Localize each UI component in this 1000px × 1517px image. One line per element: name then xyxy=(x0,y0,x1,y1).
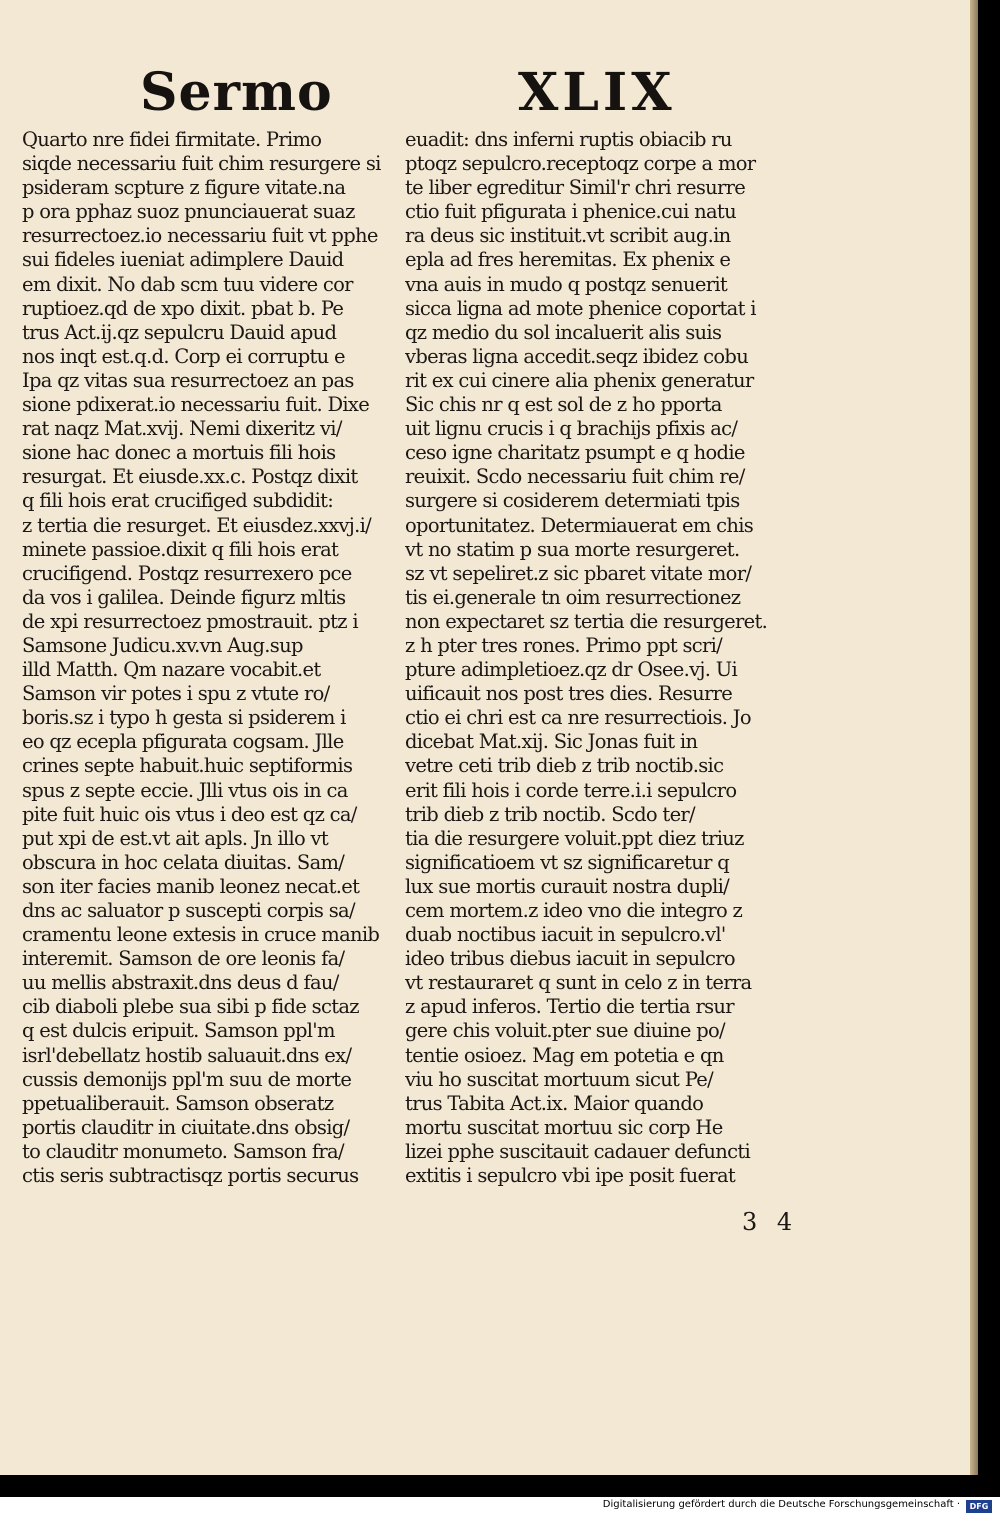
left-column-line: put xpi de est.vt ait apls. Jn illo vt xyxy=(22,826,328,850)
left-column-line: cussis demonijs ppl'm suu de morte xyxy=(22,1067,352,1091)
right-column-line: pture adimpletioez.qz dr Osee.vj. Ui xyxy=(405,658,738,682)
left-column-line: spus z septe eccie. Jlli vtus ois in ca xyxy=(22,778,348,802)
left-column-line: son iter facies manib leonez necat.et xyxy=(22,874,360,898)
left-column-line: sione pdixerat.io necessariu fuit. Dixe xyxy=(22,393,370,417)
left-column-line: Samson vir potes i spu z vtute ro/ xyxy=(22,682,330,706)
right-column-line: uificauit nos post tres dies. Resurre xyxy=(405,682,733,706)
right-column-line: sicca ligna ad mote phenice coportat i xyxy=(405,296,756,320)
right-column-line: epla ad fres heremitas. Ex phenix e xyxy=(405,248,731,272)
right-column-line: tis ei.generale tn oim resurrectionez xyxy=(405,585,741,609)
left-column-line: siqde necessariu fuit chim resurgere si xyxy=(22,152,381,176)
left-column-line: ppetualiberauit. Samson obseratz xyxy=(22,1091,334,1115)
right-column-line: sz vt sepeliret.z sic pbaret vitate mor/ xyxy=(405,561,752,585)
right-column-line: erit fili hois i corde terre.i.i sepulcro xyxy=(405,778,737,802)
left-column-line: crines septe habuit.huic septiformis xyxy=(22,754,353,778)
right-column-line: surgere si cosiderem determiati tpis xyxy=(405,489,740,513)
left-column-line: da vos i galilea. Deinde figurz mltis xyxy=(22,585,346,609)
left-column-line: resurrectoez.io necessariu fuit vt pphe xyxy=(22,224,378,248)
signature-mark: 3 4 xyxy=(742,1208,799,1236)
left-column-line: nos inqt est.q.d. Corp ei corruptu e xyxy=(22,344,345,368)
left-column-line: z tertia die resurget. Et eiusdez.xxvj.i/ xyxy=(22,513,371,537)
right-column-line: uit lignu crucis i q brachijs pfixis ac/ xyxy=(405,417,738,441)
right-column-line: euadit: dns inferni ruptis obiacib ru xyxy=(405,128,732,151)
left-column-line: Quarto nre fidei firmitate. Primo xyxy=(22,128,322,151)
left-column-line: ruptioez.qd de xpo dixit. pbat b. Pe xyxy=(22,296,344,320)
running-title: Sermo xyxy=(140,62,333,123)
text-column-left xyxy=(22,128,407,1188)
right-column-line: ptoqz sepulcro.receptoqz corpe a mor xyxy=(405,152,756,176)
right-column-line: trib dieb z trib noctib. Scdo ter/ xyxy=(405,802,695,826)
left-column-line: cib diaboli plebe sua sibi p fide sctaz xyxy=(22,995,359,1019)
right-column-line: vetre ceti trib dieb z trib noctib.sic xyxy=(405,754,724,778)
right-column-line: tia die resurgere voluit.ppt diez triuz xyxy=(405,826,744,850)
right-column-line: significatioem vt sz significaretur q xyxy=(405,850,729,874)
dfg-logo: DFG xyxy=(966,1500,992,1513)
left-column-line: obscura in hoc celata diuitas. Sam/ xyxy=(22,850,345,874)
right-column-line: ctio ei chri est ca nre resurrectiois. Jo xyxy=(405,706,751,730)
left-column-line: pite fuit huic ois vtus i deo est qz ca/ xyxy=(22,802,357,826)
footer-credit: Digitalisierung gefördert durch die Deutsche Forschungsgemeinschaft · xyxy=(602,1499,960,1510)
left-column-line: rat naqz Mat.xvij. Nemi dixeritz vi/ xyxy=(22,417,342,441)
footer-bar xyxy=(0,1497,1000,1517)
right-column-line: gere chis voluit.pter sue diuine po/ xyxy=(405,1019,725,1043)
left-column-line: psideram scpture z figure vitate.na xyxy=(22,176,346,200)
right-column-line: rit ex cui cinere alia phenix generatur xyxy=(405,368,754,392)
right-column-line: vna auis in mudo q postqz senuerit xyxy=(405,272,727,296)
left-column-line: Ipa qz vitas sua resurrectoez an pas xyxy=(22,368,354,392)
right-column-line: trus Tabita Act.ix. Maior quando xyxy=(405,1091,704,1115)
page-edge xyxy=(970,0,978,1475)
left-column-line: interemit. Samson de ore leonis fa/ xyxy=(22,947,345,971)
left-column-line: boris.sz i typo h gesta si psiderem i xyxy=(22,706,346,730)
right-column-line: dicebat Mat.xij. Sic Jonas fuit in xyxy=(405,730,698,754)
right-column-line: lux sue mortis curauit nostra dupli/ xyxy=(405,874,730,898)
right-column-line: reuixit. Scdo necessariu fuit chim re/ xyxy=(405,465,745,489)
right-column-line: ideo tribus diebus iacuit in sepulcro xyxy=(405,947,735,971)
left-column-line: to clauditr monumeto. Samson fra/ xyxy=(22,1139,344,1163)
right-column-line: lizei pphe suscitauit cadauer defuncti xyxy=(405,1139,751,1163)
right-column-line: extitis i sepulcro vbi ipe posit fuerat xyxy=(405,1164,736,1188)
right-column-line: te liber egreditur Simil'r chri resurre xyxy=(405,176,746,200)
right-column-line: ctio fuit pfigurata i phenice.cui natu xyxy=(405,200,736,224)
right-column-line: viu ho suscitat mortuum sicut Pe/ xyxy=(405,1067,713,1091)
left-column-line: illd Matth. Qm nazare vocabit.et xyxy=(22,658,321,682)
folio-number: XLIX xyxy=(518,62,676,123)
left-column-line: eo qz ecepla pfigurata cogsam. Jlle xyxy=(22,730,344,754)
right-column-line: vt no statim p sua morte resurgeret. xyxy=(405,537,740,561)
right-column-line: duab noctibus iacuit in sepulcro.vl' xyxy=(405,923,726,947)
left-column-line: cramentu leone extesis in cruce manib xyxy=(22,923,380,947)
left-column-line: uu mellis abstraxit.dns deus d fau/ xyxy=(22,971,339,995)
left-column-line: q fili hois erat crucifiged subdidit: xyxy=(22,489,334,513)
right-column-line: vberas ligna accedit.seqz ibidez cobu xyxy=(405,344,749,368)
left-column-line: sione hac donec a mortuis fili hois xyxy=(22,441,336,465)
right-column-line: vt restauraret q sunt in celo z in terra xyxy=(405,971,752,995)
left-column-line: q est dulcis eripuit. Samson ppl'm xyxy=(22,1019,335,1043)
left-column-line: Samsone Judicu.xv.vn Aug.sup xyxy=(22,633,303,657)
left-column-line: p ora pphaz suoz pnunciauerat suaz xyxy=(22,200,355,224)
left-column-line: ctis seris subtractisqz portis securus xyxy=(22,1164,359,1188)
right-column-line: ra deus sic instituit.vt scribit aug.in xyxy=(405,224,731,248)
left-column-line: portis clauditr in ciuitate.dns obsig/ xyxy=(22,1115,350,1139)
right-column-line: cem mortem.z ideo vno die integro z xyxy=(405,899,743,922)
left-column-line: trus Act.ij.qz sepulcru Dauid apud xyxy=(22,320,337,344)
left-column-line: crucifigend. Postqz resurrexero pce xyxy=(22,561,352,585)
left-column-line: isrl'debellatz hostib saluauit.dns ex/ xyxy=(22,1043,352,1067)
left-column-line: em dixit. No dab scm tuu videre cor xyxy=(22,272,353,296)
left-column-line: minete passioe.dixit q fili hois erat xyxy=(22,537,339,561)
right-column-line: non expectaret sz tertia die resurgeret. xyxy=(405,609,768,633)
right-column-line: z h pter tres rones. Primo ppt scri/ xyxy=(405,633,723,657)
right-column-line: ceso igne charitatz psumpt e q hodie xyxy=(405,441,745,465)
left-column-line: sui fideles iueniat adimplere Dauid xyxy=(22,248,344,272)
left-column-line: de xpi resurrectoez pmostrauit. ptz i xyxy=(22,609,358,633)
right-column-line: tentie osioez. Mag em potetia e qn xyxy=(405,1043,724,1067)
right-column-line: oportunitatez. Determiauerat em chis xyxy=(405,513,754,537)
right-column-line: mortu suscitat mortuu sic corp He xyxy=(405,1115,723,1139)
right-column-line: z apud inferos. Tertio die tertia rsur xyxy=(405,995,734,1019)
text-column-right xyxy=(405,128,790,1188)
left-column-line: dns ac saluator p suscepti corpis sa/ xyxy=(22,899,355,922)
right-column-line: Sic chis nr q est sol de z ho pporta xyxy=(405,393,722,417)
right-column-line: qz medio du sol incaluerit alis suis xyxy=(405,320,722,344)
left-column-line: resurgat. Et eiusde.xx.c. Postqz dixit xyxy=(22,465,358,489)
